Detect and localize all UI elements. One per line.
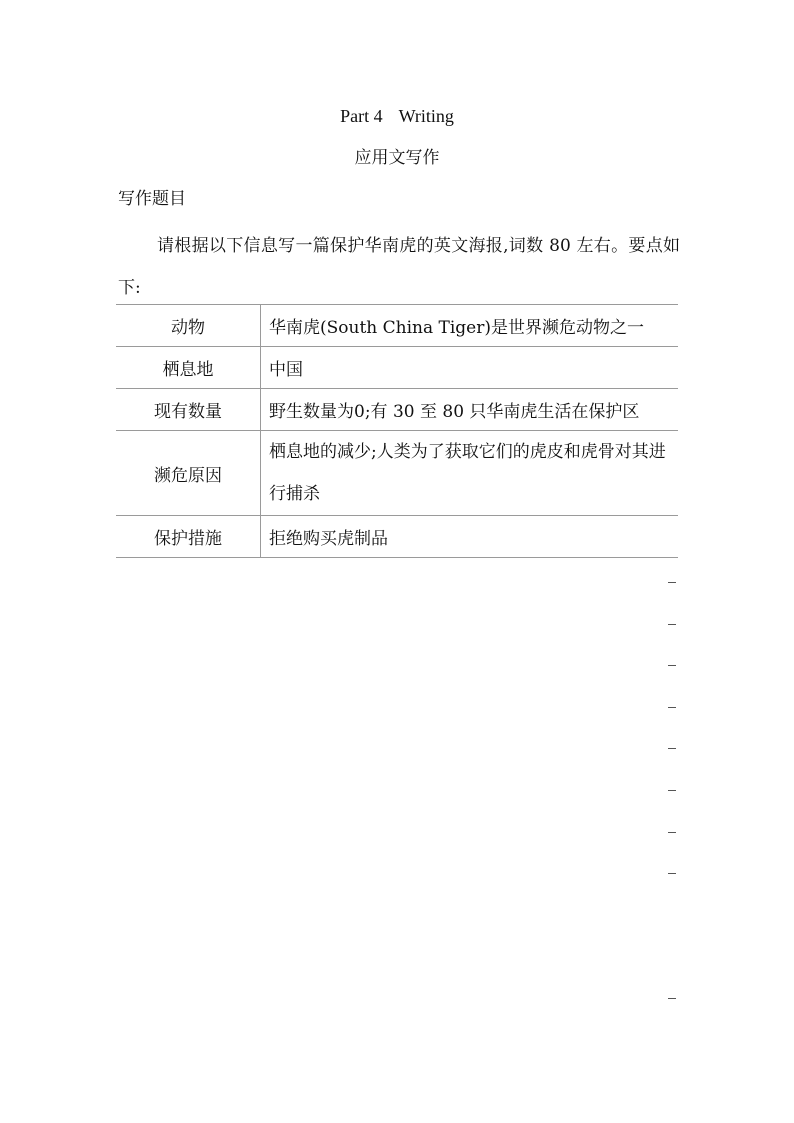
table-key: 动物 <box>116 305 261 347</box>
margin-mark <box>668 665 676 666</box>
info-table <box>116 304 678 558</box>
table-row <box>116 431 678 516</box>
task-prompt: 请根据以下信息写一篇保护华南虎的英文海报,词数 80 左右。要点如下: <box>118 236 680 298</box>
margin-mark <box>668 624 676 625</box>
section-name: Writing <box>398 106 454 126</box>
table-value: 拒绝购买虎制品 <box>261 516 679 558</box>
table-value: 华南虎(South China Tiger)是世界濒危动物之一 <box>261 305 679 347</box>
table-key: 濒危原因 <box>116 431 261 516</box>
table-value: 栖息地的减少;人类为了获取它们的虎皮和虎骨对其进行捕杀 <box>261 431 679 516</box>
table-row <box>116 516 678 558</box>
margin-mark <box>668 582 676 583</box>
margin-mark <box>668 873 676 874</box>
table-value: 野生数量为0;有 30 至 80 只华南虎生活在保护区 <box>261 389 679 431</box>
margin-mark <box>668 748 676 749</box>
table-value: 中国 <box>261 347 679 389</box>
margin-mark <box>668 707 676 708</box>
task-heading: 写作题目 <box>118 189 186 209</box>
table-key: 栖息地 <box>116 347 261 389</box>
table-key: 保护措施 <box>116 516 261 558</box>
margin-mark <box>668 998 676 999</box>
part-title <box>0 104 794 128</box>
part-number: Part 4 <box>340 106 383 126</box>
table-key: 现有数量 <box>116 389 261 431</box>
subtitle: 应用文写作 <box>354 148 440 168</box>
table-row <box>116 389 678 431</box>
table-row <box>116 347 678 389</box>
margin-mark <box>668 790 676 791</box>
margin-mark <box>668 832 676 833</box>
table-row <box>116 305 678 347</box>
